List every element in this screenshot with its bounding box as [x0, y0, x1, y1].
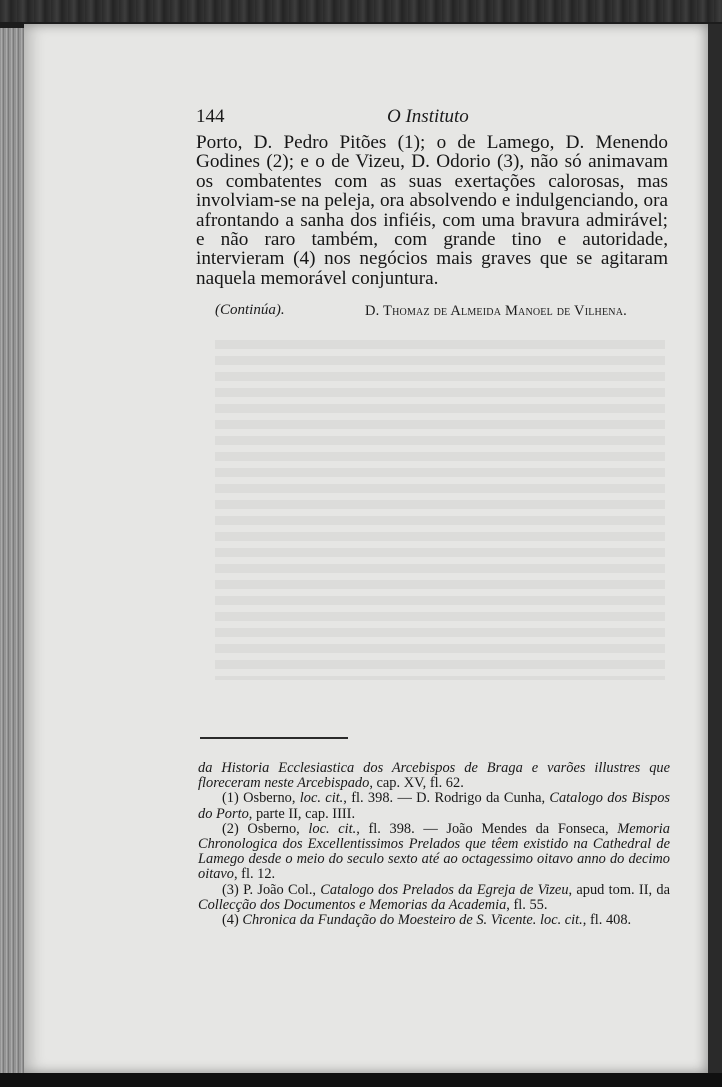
- footnotes: [198, 761, 670, 928]
- fn3-title2: Collecção dos Documentos e Memorias da Academia: [198, 896, 507, 913]
- fn1-tail: , parte II, cap. IIII.: [248, 805, 356, 822]
- fn-cont-italic-a: da Historia Ecclesiastica dos Arcebispos de Braga e var: [198, 760, 567, 776]
- fn3-tail: , fl. 55.: [506, 896, 548, 913]
- fn2-title: Memoria Chronologica dos Excellentissimos Prelados que têem existido na Cathedral de Lamego desde o meio do seculo sexto até ao octagessimo oitavo anno do decimo oitavo: [198, 820, 670, 883]
- signature-line: [215, 300, 670, 322]
- fn2-num: (2) Osberno,: [222, 820, 309, 837]
- fn2-tail: , fl. 12.: [233, 866, 276, 883]
- fn1-mid: , fl. 398. — D. Rodrigo da Cunha,: [343, 790, 550, 807]
- book-top-edge: [0, 0, 722, 22]
- page-stack-edge: [0, 28, 26, 1073]
- fn3-mid: , apud tom. II, da: [568, 881, 670, 898]
- fn-cont-tail: , cap. XV, fl. 62.: [369, 775, 464, 792]
- footnote-continuation: [198, 761, 670, 791]
- fn3-title: Catalogo dos Prelados da Egreja de Vizeu: [320, 881, 569, 898]
- fn4-num: (4): [222, 912, 243, 929]
- fn1-title: Catalogo dos Bispos do Porto: [198, 790, 670, 822]
- running-title: O Instituto: [387, 106, 469, 127]
- page-header: [196, 104, 666, 128]
- fn4-tail: , fl. 408.: [582, 912, 632, 929]
- continua-label: (Continúa).: [215, 302, 285, 318]
- page-number: 144: [196, 106, 225, 127]
- footnote-rule: [200, 737, 348, 739]
- fn-cont-italic-b: ões illustres que floreceram neste Arcebispado: [198, 760, 670, 792]
- author-signature: D. Thomaz de Almeida Manoel de Vilhena.: [365, 303, 627, 319]
- footnote-4: [198, 913, 670, 928]
- fn3-num: (3) P. João Col.,: [222, 881, 321, 898]
- footnote-2: [198, 822, 670, 883]
- footnote-3: [198, 883, 670, 913]
- book-right-edge: [708, 24, 722, 1073]
- fn2-mid: , fl. 398. — João Mendes da Fonseca,: [356, 820, 618, 837]
- fn2-loc: loc. cit.: [308, 820, 357, 837]
- body-paragraph: Porto, D. Pedro Pitões (1); o de Lamego, D. Menendo Godines (2); e o de Vizeu, D. Odorio (3), não só animavam os combatentes com as suas exertações calorosas, mas involviam-se na peleja, ora absolvendo e indulgenciando, ora afrontando a sanha dos infiéis, com uma bravura admirável; e não raro também, com grande tino e autoridade, intervieram (4) nos negócios mais graves que se agitaram naquela memorável conjuntura.: [196, 132, 668, 289]
- fn4-title: Chronica da Fundação do Moesteiro de S. Vicente. loc. cit.: [242, 912, 583, 929]
- fn1-loc: loc. cit.: [299, 790, 344, 807]
- book-bottom-edge: [0, 1073, 722, 1087]
- fn1-num: (1) Osberno,: [222, 790, 300, 807]
- footnote-1: [198, 791, 670, 821]
